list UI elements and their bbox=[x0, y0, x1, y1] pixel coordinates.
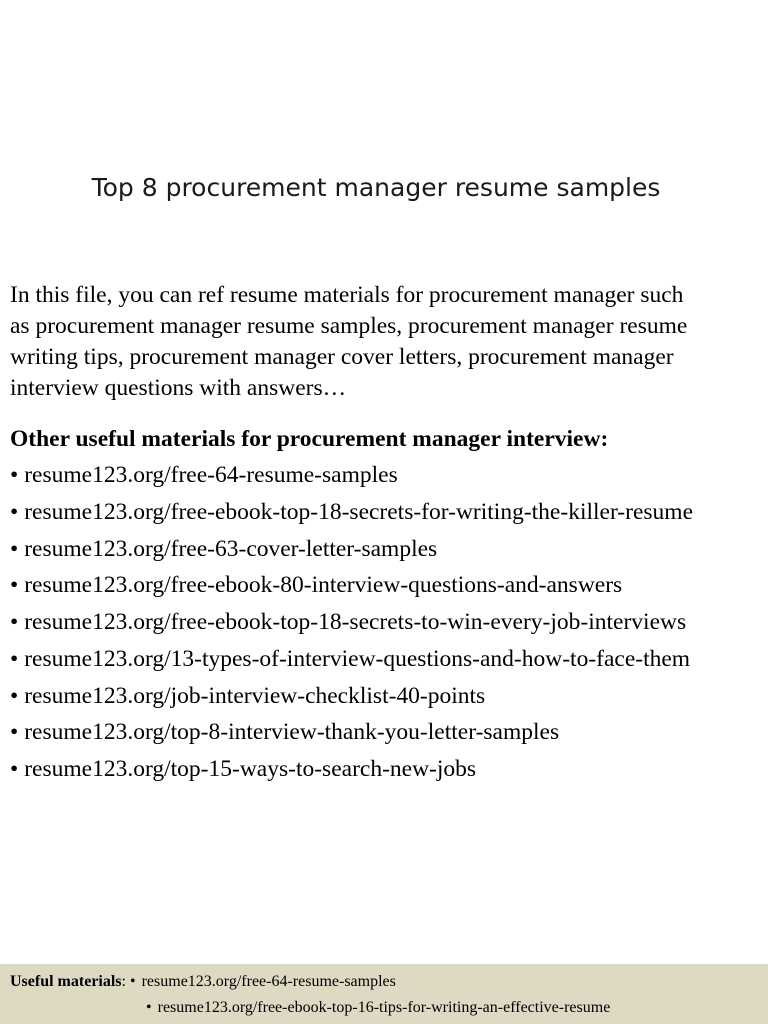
list-item bbox=[10, 751, 766, 788]
resource-link[interactable]: resume123.org/13-types-of-interview-questions-and-how-to-face-them bbox=[24, 645, 691, 672]
footer-row bbox=[146, 995, 610, 1021]
footer-separator: : bbox=[121, 973, 126, 990]
footer-row bbox=[10, 969, 396, 995]
intro-line: interview questions with answers… bbox=[10, 375, 347, 401]
bullet-icon: • bbox=[10, 609, 19, 635]
intro-line: as procurement manager resume samples, procurement manager resume bbox=[10, 313, 688, 339]
bullet-icon: • bbox=[10, 535, 19, 562]
list-item bbox=[10, 531, 766, 568]
list-item bbox=[10, 494, 766, 531]
resource-link[interactable]: resume123.org/free-ebook-top-18-secrets-for-writing-the-killer-resume bbox=[24, 498, 693, 525]
bullet-icon: • bbox=[10, 498, 19, 525]
intro-line: In this file, you can ref resume materials for procurement manager such bbox=[10, 282, 684, 308]
useful-materials-footer bbox=[0, 964, 768, 1024]
bullet-icon: • bbox=[129, 973, 136, 990]
footer-link[interactable]: resume123.org/free-ebook-top-16-tips-for-writing-an-effective-resume bbox=[157, 999, 611, 1016]
list-item bbox=[10, 678, 766, 715]
bullet-icon: • bbox=[10, 645, 19, 672]
resource-link[interactable]: resume123.org/free-64-resume-samples bbox=[24, 462, 398, 488]
list-item bbox=[10, 457, 766, 494]
resource-link[interactable]: resume123.org/free-ebook-80-interview-questions-and-answers bbox=[24, 572, 623, 599]
materials-section bbox=[10, 421, 766, 788]
bullet-icon: • bbox=[10, 756, 19, 782]
list-item bbox=[10, 641, 766, 678]
bullet-icon: • bbox=[10, 719, 19, 746]
footer-link[interactable]: resume123.org/free-64-resume-samples bbox=[141, 973, 396, 990]
list-item bbox=[10, 604, 766, 641]
resource-link[interactable]: resume123.org/job-interview-checklist-40-points bbox=[24, 682, 486, 709]
list-item bbox=[10, 567, 766, 604]
bullet-icon: • bbox=[146, 999, 152, 1016]
bullet-icon: • bbox=[10, 572, 19, 599]
intro-line: writing tips, procurement manager cover letters, procurement manager bbox=[10, 344, 674, 370]
resource-link[interactable]: resume123.org/free-ebook-top-18-secrets-to-win-every-job-interviews bbox=[24, 609, 687, 635]
list-item bbox=[10, 714, 766, 751]
bullet-icon: • bbox=[10, 682, 19, 709]
materials-heading: Other useful materials for procurement manager interview: bbox=[10, 426, 609, 452]
resource-link[interactable]: resume123.org/free-63-cover-letter-samples bbox=[24, 535, 438, 562]
resource-link[interactable]: resume123.org/top-15-ways-to-search-new-jobs bbox=[24, 756, 477, 782]
intro-paragraph bbox=[10, 280, 760, 404]
bullet-icon: • bbox=[10, 462, 19, 488]
footer-label: Useful materials bbox=[10, 973, 122, 990]
page-title: Top 8 procurement manager resume samples bbox=[91, 173, 661, 202]
resource-link[interactable]: resume123.org/top-8-interview-thank-you-letter-samples bbox=[24, 719, 560, 746]
